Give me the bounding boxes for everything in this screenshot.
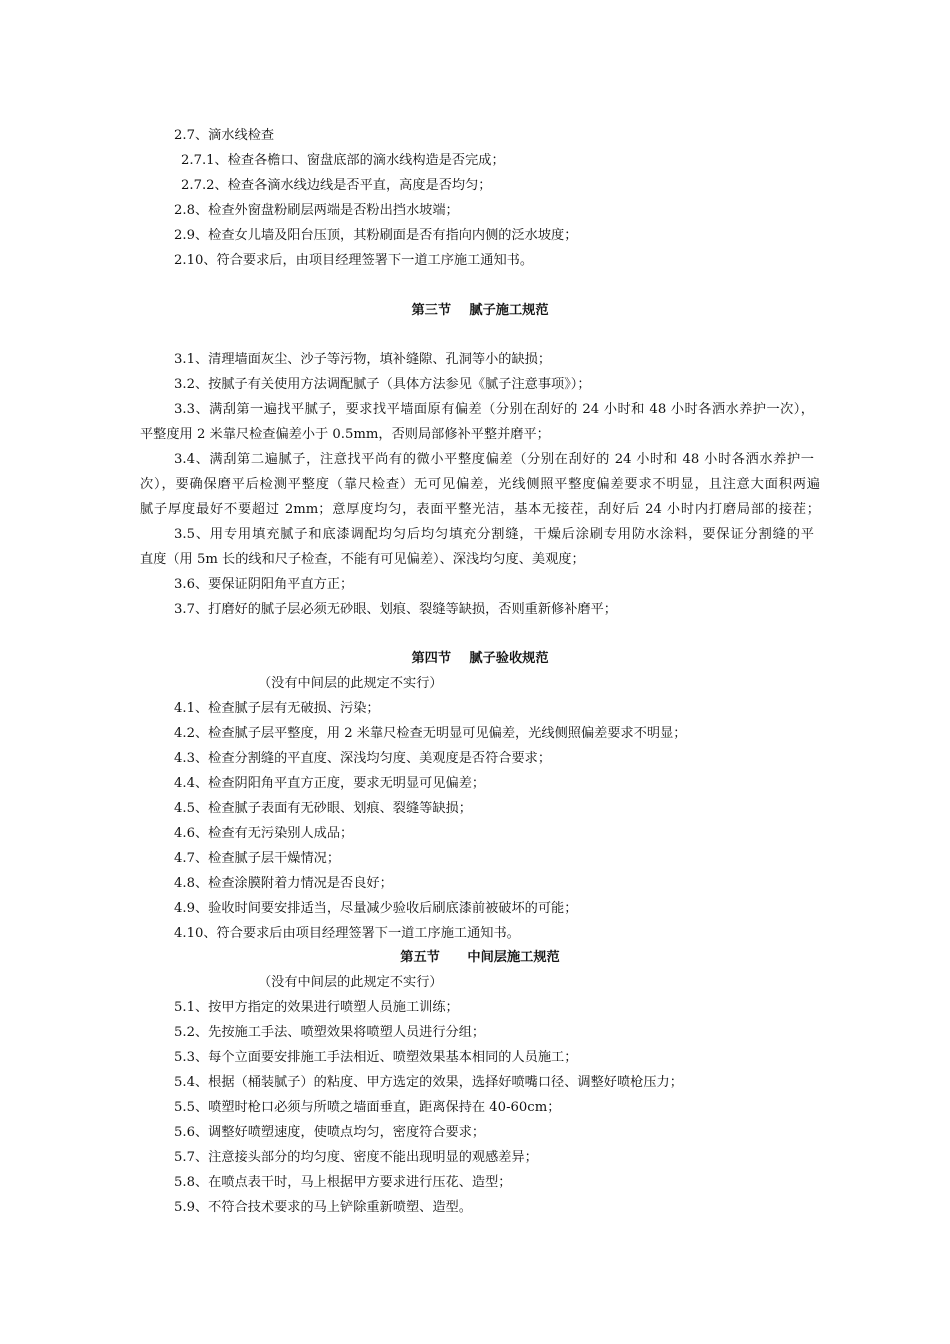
paragraph-3-7: 3.7、打磨好的腻子层必须无砂眼、划痕、裂缝等缺损，否则重新修补磨平； [174,602,617,617]
paragraph-3-3-line-2: 平整度用 2 米靠尺检查偏差小于 0.5mm，否则局部修补平整并磨平； [140,427,550,442]
paragraph-4-10: 4.10、符合要求后由项目经理签署下一道工序施工通知书。 [174,926,520,941]
section-4-note: （没有中间层的此规定不实行） [258,676,443,691]
paragraph-4-7: 4.7、检查腻子层干燥情况； [174,851,341,866]
section-4-heading: 第四节 腻子验收规范 [411,651,549,666]
paragraph-3-4-line-1: 3.4、满刮第二遍腻子，注意找平尚有的微小平整度偏差（分别在刮好的 24 小时和 48 小时各洒水养护一 [174,452,814,467]
paragraph-4-3: 4.3、检查分割缝的平直度、深浅均匀度、美观度是否符合要求； [174,751,552,766]
paragraph-5-1: 5.1、按甲方指定的效果进行喷塑人员施工训练； [174,1000,459,1015]
paragraph-5-7: 5.7、注意接头部分的均匀度、密度不能出现明显的观感差异； [174,1150,538,1165]
paragraph-4-6: 4.6、检查有无污染别人成品； [174,826,354,841]
paragraph-5-8: 5.8、在喷点表干时，马上根据甲方要求进行压花、造型； [174,1175,512,1190]
paragraph-5-3: 5.3、每个立面要安排施工手法相近、喷塑效果基本相同的人员施工； [174,1050,578,1065]
paragraph-2-10: 2.10、符合要求后，由项目经理签署下一道工序施工通知书。 [174,253,534,268]
paragraph-2-7-1: 2.7.1、检查各檐口、窗盘底部的滴水线构造是否完成； [181,153,505,168]
paragraph-4-5: 4.5、检查腻子表面有无砂眼、划痕、裂缝等缺损； [174,801,472,816]
paragraph-3-4-line-2: 次），要确保磨平后检测平整度（靠尺检查）无可见偏差，光线侧照平整度偏差要求不明显，且注意大面积两遍 [140,477,820,492]
paragraph-2-7: 2.7、滴水线检查 [174,128,275,143]
paragraph-2-7-2: 2.7.2、检查各滴水线边线是否平直，高度是否均匀； [181,178,492,193]
paragraph-4-1: 4.1、检查腻子层有无破损、污染； [174,701,380,716]
paragraph-4-2: 4.2、检查腻子层平整度，用 2 米靠尺检查无明显可见偏差，光线侧照偏差要求不明显； [174,726,687,741]
paragraph-3-5-line-1: 3.5、用专用填充腻子和底漆调配均匀后均匀填充分割缝，干燥后涂刷专用防水涂料，要保证分割缝的平 [174,527,814,542]
paragraph-2-9: 2.9、检查女儿墙及阳台压顶，其粉刷面是否有指向内侧的泛水坡度； [174,228,578,243]
section-3-heading: 第三节 腻子施工规范 [411,303,549,318]
paragraph-5-2: 5.2、先按施工手法、喷塑效果将喷塑人员进行分组； [174,1025,486,1040]
paragraph-3-5-line-2: 直度（用 5m 长的线和尺子检查，不能有可见偏差）、深浅均匀度、美观度； [140,552,585,567]
paragraph-3-3-line-1: 3.3、满刮第一遍找平腻子，要求找平墙面原有偏差（分别在刮好的 24 小时和 48 小时各洒水养护一次）， [174,402,814,417]
paragraph-5-6: 5.6、调整好喷塑速度，使喷点均匀，密度符合要求； [174,1125,486,1140]
paragraph-2-8: 2.8、检查外窗盘粉刷层两端是否粉出挡水坡端； [174,203,459,218]
paragraph-3-1: 3.1、清理墙面灰尘、沙子等污物，填补缝隙、孔洞等小的缺损； [174,352,552,367]
paragraph-3-4-line-3: 腻子厚度最好不要超过 2mm；意厚度均匀，表面平整光洁，基本无接茬，刮好后 24 小时内打磨局部的接茬； [140,502,820,517]
paragraph-3-6: 3.6、要保证阴阳角平直方正； [174,577,354,592]
section-5-note: （没有中间层的此规定不实行） [258,975,443,990]
paragraph-4-9: 4.9、验收时间要安排适当，尽量减少验收后刷底漆前被破坏的可能； [174,901,578,916]
paragraph-4-8: 4.8、检查涂膜附着力情况是否良好； [174,876,393,891]
paragraph-5-4: 5.4、根据（桶装腻子）的粘度、甲方选定的效果，选择好喷嘴口径、调整好喷枪压力； [174,1075,683,1090]
paragraph-4-4: 4.4、检查阴阳角平直方正度，要求无明显可见偏差； [174,776,486,791]
paragraph-5-5: 5.5、喷塑时枪口必须与所喷之墙面垂直，距离保持在 40-60cm； [174,1100,561,1115]
paragraph-5-9: 5.9、不符合技术要求的马上铲除重新喷塑、造型。 [174,1200,472,1215]
paragraph-3-2: 3.2、按腻子有关使用方法调配腻子（具体方法参见《腻子注意事项》）； [174,377,591,392]
section-5-heading: 第五节 中间层施工规范 [400,950,560,965]
